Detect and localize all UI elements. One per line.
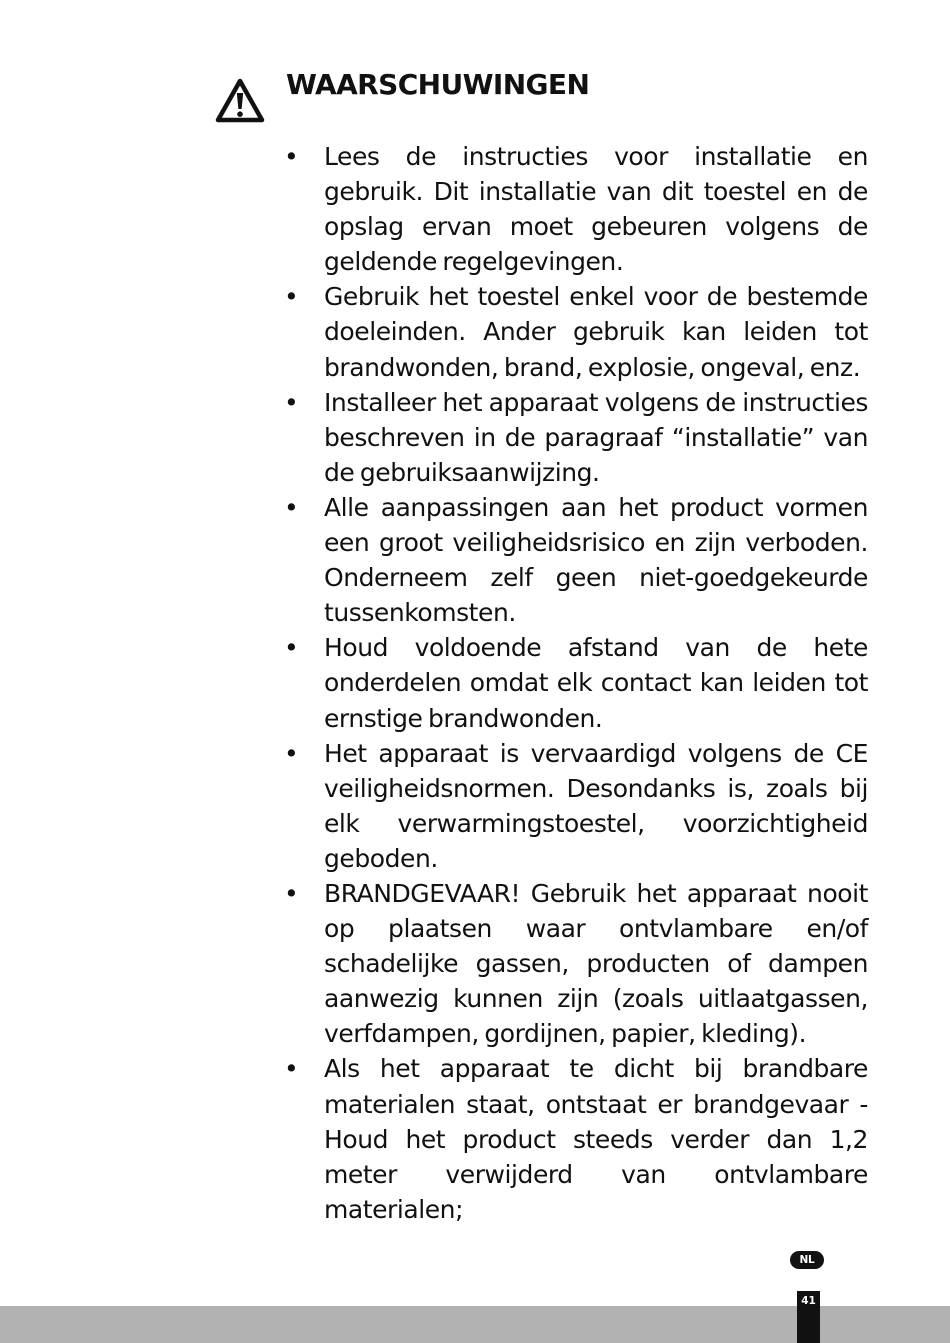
warning-item (284, 876, 868, 1051)
warning-item (284, 139, 868, 279)
bullet-icon: • (284, 878, 299, 908)
language-badge: NL (790, 1251, 824, 1269)
warning-item (284, 736, 868, 876)
warning-text: Installeer het apparaat volgens de instructies beschreven in de paragraaf “installatie” van de gebruiksaanwijzing. (324, 387, 868, 487)
warning-triangle-icon (214, 76, 266, 124)
warning-text: Houd voldoende afstand van de hete onderdelen omdat elk contact kan leiden tot ernstige brandwonden. (324, 633, 868, 733)
bullet-icon: • (284, 1054, 299, 1084)
warning-text: Gebruik het toestel enkel voor de bestemde doeleinden. Ander gebruik kan leiden tot brandwonden, brand, explosie, ongeval, enz. (324, 282, 868, 382)
warning-item (284, 490, 868, 630)
bullet-icon: • (284, 738, 299, 768)
bullet-icon: • (284, 387, 299, 417)
bullet-icon: • (284, 633, 299, 663)
bullet-icon: • (284, 142, 299, 171)
section-title: WAARSCHUWINGEN (286, 68, 590, 101)
warning-text: Alle aanpassingen aan het product vormen een groot veiligheidsrisico en zijn verboden. Onderneem zelf geen niet-goedgekeurde tussenkomsten. (324, 492, 868, 628)
warning-item (284, 279, 868, 384)
warning-text: Het apparaat is vervaardigd volgens de CE veiligheidsnormen. Desondanks is, zoals bij elk verwarmingstoestel, voorzichtigheid geboden. (324, 738, 868, 873)
warning-item (284, 1051, 868, 1226)
bullet-icon: • (284, 282, 299, 312)
warning-text: Als het apparaat te dicht bij brandbare materialen staat, ontstaat er brandgevaar - Houd het product steeds verder dan 1,2 meter verwijderd van ontvlambare materialen; (324, 1054, 868, 1224)
bullet-icon: • (284, 492, 299, 522)
warning-list (284, 139, 868, 1227)
warning-text: BRANDGEVAAR! Gebruik het apparaat nooit op plaatsen waar ontvlambare en/of schadelijke gassen, producten of dampen aanwezig kunnen zijn (zoals uitlaatgassen, verfdampen, gordijnen, papier, kleding). (324, 878, 868, 1049)
warning-item (284, 630, 868, 735)
page-number: 41 (797, 1291, 820, 1343)
warning-item (284, 385, 868, 490)
warning-text: Lees de instructies voor installatie en gebruik. Dit installatie van dit toestel en de opslag ervan moet gebeuren volgens de geldende regelgevingen. (324, 142, 868, 277)
